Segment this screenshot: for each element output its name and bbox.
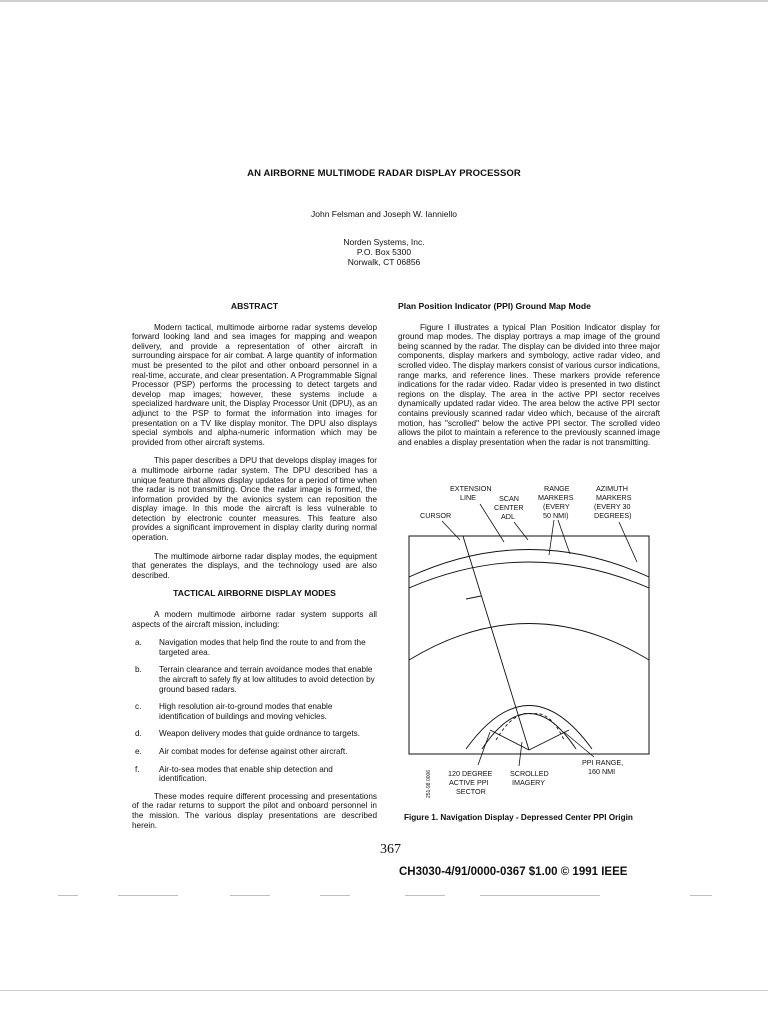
figure-side-code: 251-98 0006 bbox=[426, 769, 432, 798]
modes-intro: A modern multimode airborne radar system supports all aspects of the aircraft mission, including: bbox=[132, 610, 377, 629]
modes-outro: These modes require different processing and presentations of the radar returns to support the pilot and onboard personnel in the mission. The various display presentations are described herein. bbox=[132, 791, 377, 830]
abstract-heading: ABSTRACT bbox=[230, 301, 279, 311]
label-cursor bbox=[420, 511, 451, 520]
page-top-edge bbox=[0, 0, 768, 2]
fig-label: RANGE bbox=[544, 484, 570, 493]
right-column bbox=[398, 302, 660, 456]
ppi-paragraph: Figure I illustrates a typical Plan Position Indicator display for ground map modes. The display portrays a map image of the ground being scanned by the radar. The display can be divided into three major components, display markers and symbology, active radar video, and scrolled video. The display markers consist of various cursor indications, range marks, and reference lines. These markers provide reference indications for the radar video. Radar video is presented in two distinct regions on the display. The area in the active PPI sector receives dynamically updated radar video. The area below the active PPI sector contains previously scanned radar video which, because of the aircraft motion, has "scrolled" below the active PPI sector. The scrolled video allows the pilot to maintain a reference to the previously scanned image and enables a display presentation when the radar is not transmitting. bbox=[398, 322, 660, 447]
fig-label: CURSOR bbox=[420, 511, 452, 520]
range-arc-outer-2 bbox=[409, 562, 649, 588]
range-marker-leader-1 bbox=[549, 520, 554, 555]
range-arc bbox=[409, 624, 649, 661]
ppi-diagram bbox=[404, 482, 654, 804]
page-bottom-edge bbox=[0, 990, 768, 991]
abstract-paragraph: This paper describes a DPU that develops display images for a multimode airborne radar system. The DPU described has a unique feature that allows display updates for a period of time when the radar is not transmitting. Once the radar image is formed, the information provided by the avionics system can reposition the display image. In this mode the aircraft is less vulnerable to detection by electronic counter measures. This feature also provides a significant improvement in display clarity during normal operation. bbox=[132, 456, 377, 543]
left-column bbox=[132, 302, 377, 839]
fig-label: ACTIVE PPI bbox=[449, 778, 489, 787]
fig-label: IMAGERY bbox=[512, 778, 546, 787]
modes-heading: TACTICAL AIRBORNE DISPLAY MODES bbox=[173, 588, 336, 599]
fig-label: 160 NMI bbox=[588, 767, 616, 776]
cursor-tick bbox=[466, 596, 481, 599]
ppi-heading: Plan Position Indicator (PPI) Ground Map Mode bbox=[398, 301, 591, 311]
fig-label: PPI RANGE, bbox=[582, 758, 624, 767]
fig-label: EXTENSION bbox=[450, 484, 492, 493]
list-text: Navigation modes that help find the route to and from the targeted area. bbox=[159, 638, 366, 657]
display-frame bbox=[409, 536, 649, 754]
fig-label: LINE bbox=[460, 493, 476, 502]
label-scan-center bbox=[494, 494, 524, 521]
label-range-markers bbox=[538, 484, 574, 520]
fig-label: (EVERY bbox=[543, 502, 570, 511]
active-sector-arc bbox=[466, 706, 592, 750]
figure-caption: Figure 1. Navigation Display - Depressed Center PPI Origin bbox=[404, 813, 633, 822]
fig-label: SCAN bbox=[499, 494, 519, 503]
range-marker-leader-2 bbox=[558, 520, 570, 554]
list-item bbox=[132, 702, 377, 721]
list-item bbox=[132, 665, 377, 694]
list-text: Air-to-sea modes that enable ship detection and identification. bbox=[159, 764, 333, 784]
fig-label: DEGREES) bbox=[594, 511, 632, 520]
list-text: High resolution air-to-ground modes that enable identification of buildings and moving vehicles. bbox=[159, 702, 333, 721]
fig-label: SCROLLED bbox=[510, 769, 549, 778]
scan-center-leader bbox=[514, 522, 528, 540]
scan-artifact-line bbox=[690, 895, 712, 896]
sector-left-line bbox=[490, 730, 529, 750]
fig-label: MARKERS bbox=[538, 493, 574, 502]
figure-ppi-display bbox=[404, 482, 654, 804]
affiliation-line: Norwalk, CT 06856 bbox=[347, 257, 421, 267]
fig-label: CENTER bbox=[494, 503, 524, 512]
abstract-paragraph: The multimode airborne radar display modes, the equipment that generates the displays, and the technology used are also described. bbox=[132, 551, 377, 580]
list-marker: f. bbox=[135, 764, 140, 774]
list-marker: e. bbox=[135, 746, 142, 756]
azimuth-marker-leader bbox=[619, 522, 637, 562]
list-text: Weapon delivery modes that guide ordnance to targets. bbox=[159, 729, 361, 739]
list-item bbox=[132, 729, 377, 739]
cursor-leader bbox=[442, 521, 460, 540]
paper-affiliation bbox=[0, 237, 768, 267]
list-item bbox=[132, 747, 377, 757]
label-ppi-range bbox=[582, 758, 623, 776]
modes-list bbox=[132, 638, 377, 784]
affiliation-line: Norden Systems, Inc. bbox=[343, 237, 425, 247]
ppi-sector-arc-inner bbox=[482, 714, 576, 750]
list-marker: d. bbox=[135, 729, 142, 739]
ppi-range-leader bbox=[564, 732, 594, 757]
fig-label: (EVERY 30 bbox=[594, 502, 631, 511]
label-extension-line bbox=[450, 484, 492, 502]
sector-right-line bbox=[529, 730, 569, 750]
list-marker: a. bbox=[135, 638, 142, 648]
fig-label: SECTOR bbox=[456, 787, 486, 796]
scan-artifact-line bbox=[405, 895, 445, 896]
paper-authors: John Felsman and Joseph W. Ianniello bbox=[310, 209, 457, 219]
fig-label: AZIMUTH bbox=[596, 484, 628, 493]
list-marker: b. bbox=[135, 665, 142, 675]
list-text: Terrain clearance and terrain avoidance modes that enable the aircraft to safely fly at low altitudes to avoid detection by ground based radars. bbox=[159, 665, 375, 694]
copyright-code: CH3030-4/91/0000-0367 $1.00 © 1991 IEEE bbox=[399, 866, 628, 878]
label-scrolled-imagery bbox=[510, 769, 549, 787]
range-arc-outer bbox=[409, 550, 649, 578]
active-sector-leader bbox=[478, 732, 490, 765]
scan-arc-dashed bbox=[496, 714, 564, 740]
list-text: Air combat modes for defense against other aircraft. bbox=[159, 746, 348, 756]
label-active-sector bbox=[448, 769, 493, 796]
list-item bbox=[132, 765, 377, 784]
scan-artifact-line bbox=[480, 895, 600, 896]
page-number: 367 bbox=[380, 842, 401, 857]
abstract-paragraph: Modern tactical, multimode airborne radar systems develop forward looking land and sea images for mapping and weapon delivery, and provide a representation of other aircraft in surrounding airspace for air combat. A large quantity of information must be presented to the pilot and other onboard personnel in a real-time, accurate, and clear presentation. A Programmable Signal Processor (PSP) performs the processing to detect targets and develop map images; however, these systems include a specialized hardware unit, the Display Processor Unit (DPU), as an adjunct to the PSP to format the information into images for presentation on a TV like display monitor. The DPU also displays special symbols and alpha-numeric information which may be provided from other aircraft systems. bbox=[132, 322, 377, 447]
affiliation-line: P.O. Box 5300 bbox=[356, 247, 412, 257]
fig-label: 50 NMI) bbox=[543, 511, 569, 520]
fig-label: MARKERS bbox=[596, 493, 632, 502]
scan-artifact-line bbox=[58, 895, 78, 896]
fig-label: 120 DEGREE bbox=[448, 769, 493, 778]
scan-artifact-line bbox=[118, 895, 178, 896]
fig-label: ADL bbox=[501, 512, 515, 521]
scan-artifact-line bbox=[320, 895, 350, 896]
list-item bbox=[132, 638, 377, 657]
scan-artifact-line bbox=[230, 895, 270, 896]
list-marker: c. bbox=[135, 702, 142, 712]
label-azimuth-markers bbox=[594, 484, 632, 520]
paper-title: AN AIRBORNE MULTIMODE RADAR DISPLAY PROCESSOR bbox=[247, 168, 521, 179]
